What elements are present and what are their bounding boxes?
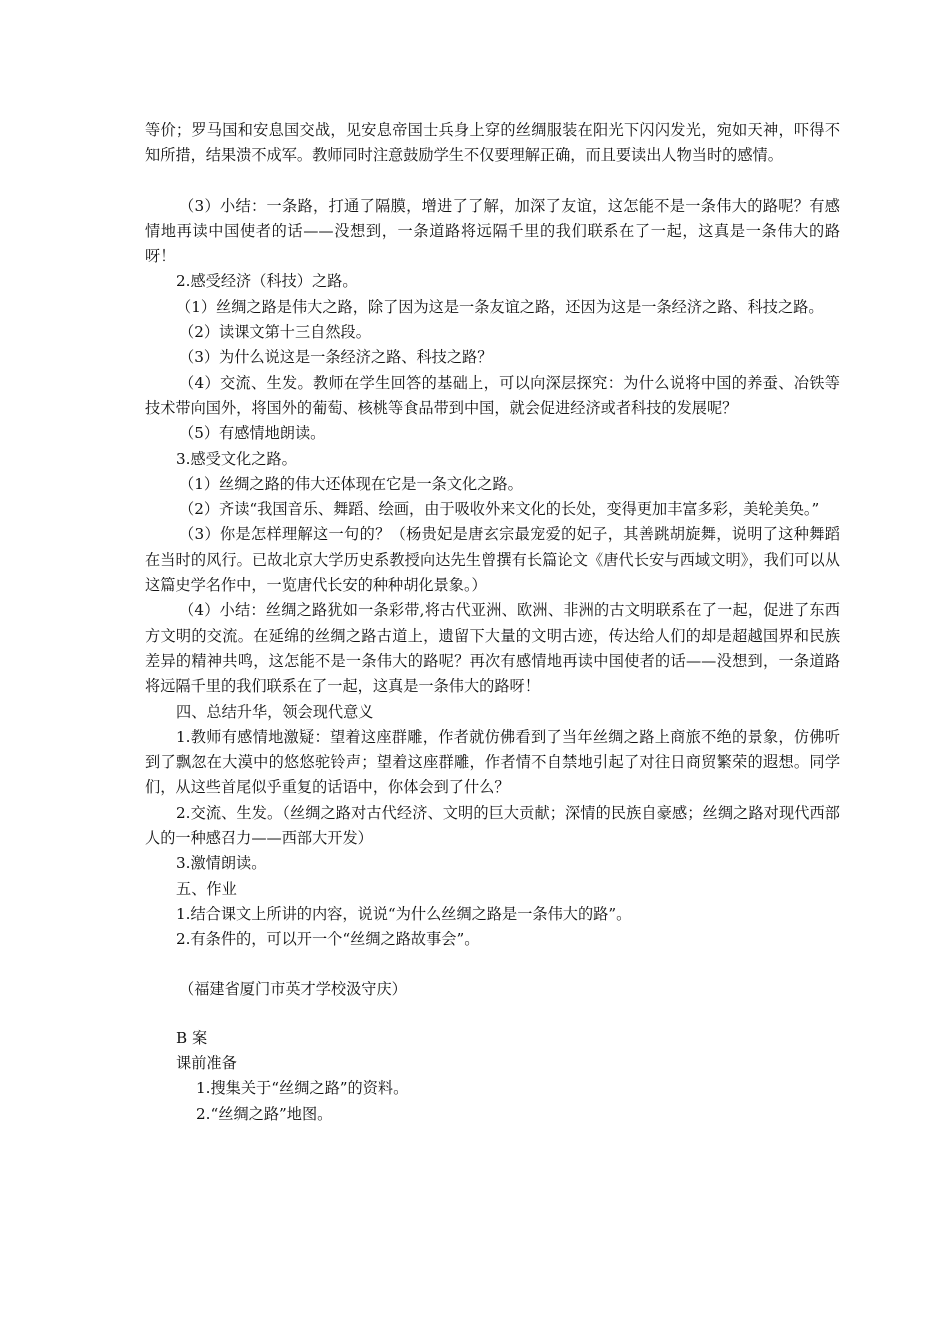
paragraph-culture-1: （1）丝绸之路的伟大还体现在它是一条文化之路。 — [179, 474, 523, 493]
homework-item-2: 2.有条件的，可以开一个“丝绸之路故事会”。 — [176, 930, 480, 949]
paragraph-culture-2: （2）齐读“我国音乐、舞蹈、绘画，由于吸收外来文化的长处，变得更加丰富多彩，美轮美奂。” — [179, 500, 820, 519]
pre-class-preparation-heading: 课前准备 — [176, 1054, 237, 1073]
preparation-item-1: 1.搜集关于“丝绸之路”的资料。 — [196, 1079, 409, 1098]
homework-item-1: 1.结合课文上所讲的内容，说说“为什么丝绸之路是一条伟大的路”。 — [176, 904, 632, 923]
paragraph-economy-5: （5）有感情地朗读。 — [179, 424, 326, 443]
paragraph-summary-step-2: 2.交流、生发。（丝绸之路对古代经济、文明的巨大贡献；深情的民族自豪感；丝绸之路对现代西部人的一种感召力——西部大开发） — [145, 803, 840, 848]
paragraph-summary-step-1: 1.教师有感情地激疑：望着这座群雕，作者就仿佛看到了当年丝绸之路上商旅不绝的景象，仿佛听到了飘忽在大漠中的悠悠驼铃声；望着这座群雕，作者情不自禁地引起了对往日商贸繁荣的遐想。同学们，从这些首尾似乎重复的话语中，你体会到了什么？ — [145, 727, 840, 797]
paragraph-summary-1: （3）小结：一条路，打通了隔膜，增进了了解，加深了友谊，这怎能不是一条伟大的路呢？有感情地再读中国使者的话——没想到，一条道路将远隔千里的我们联系在了一起，这真是一条伟大的路呀！ — [145, 196, 840, 266]
paragraph-economy-1: （1）丝绸之路是伟大之路，除了因为这是一条友谊之路，还因为这是一条经济之路、科技之路。 — [176, 297, 824, 316]
blank-line — [145, 1002, 840, 1026]
paragraph-summary-step-3: 3.激情朗读。 — [176, 854, 267, 873]
section-economy-road: 2.感受经济（科技）之路。 — [176, 272, 358, 291]
author-attribution: （福建省厦门市英才学校汲守庆） — [179, 979, 407, 998]
paragraph-culture-3: （3）你是怎样理解这一句的？（杨贵妃是唐玄宗最宠爱的妃子，其善跳胡旋舞，说明了这种舞蹈在当时的风行。已故北京大学历史系教授向达先生曾撰有长篇论文《唐代长安与西域文明》，我们可以从这篇史学名作中，一览唐代长安的种种胡化景象。） — [145, 525, 840, 595]
blank-line — [145, 953, 840, 977]
paragraph-economy-4: （4）交流、生发。教师在学生回答的基础上，可以向深层探究：为什么说将中国的养蚕、冶铁等技术带向国外，将国外的葡萄、核桃等食品带到中国，就会促进经济或者科技的发展呢？ — [145, 373, 840, 417]
section-heading-summary: 四、总结升华，领会现代意义 — [176, 702, 374, 721]
paragraph-continued: 等价；罗马国和安息国交战，见安息帝国士兵身上穿的丝绸服装在阳光下闪闪发光，宛如天神，吓得不知所措，结果溃不成军。教师同时注意鼓励学生不仅要理解正确，而且要读出人物当时的感情。 — [145, 121, 840, 165]
section-culture-road: 3.感受文化之路。 — [176, 449, 297, 468]
plan-b-heading: B 案 — [176, 1028, 208, 1047]
section-heading-homework: 五、作业 — [176, 879, 237, 898]
preparation-item-2: 2.“丝绸之路”地图。 — [196, 1104, 333, 1123]
paragraph-economy-3: （3）为什么说这是一条经济之路、科技之路？ — [179, 348, 493, 367]
paragraph-culture-4: （4）小结：丝绸之路犹如一条彩带,将古代亚洲、欧洲、非洲的古文明联系在了一起，促进了东西方文明的交流。在延绵的丝绸之路古道上，遗留下大量的文明古迹，传达给人们的却是超越国界和民族差异的精神共鸣，这怎能不是一条伟大的路呢？再次有感情地再读中国使者的话——没想到，一条道路将远隔千里的我们联系在了一起，这真是一条伟大的路呀！ — [145, 601, 840, 696]
document-page — [145, 118, 840, 1127]
paragraph-economy-2: （2）读课文第十三自然段。 — [179, 323, 371, 342]
blank-line — [145, 169, 840, 194]
